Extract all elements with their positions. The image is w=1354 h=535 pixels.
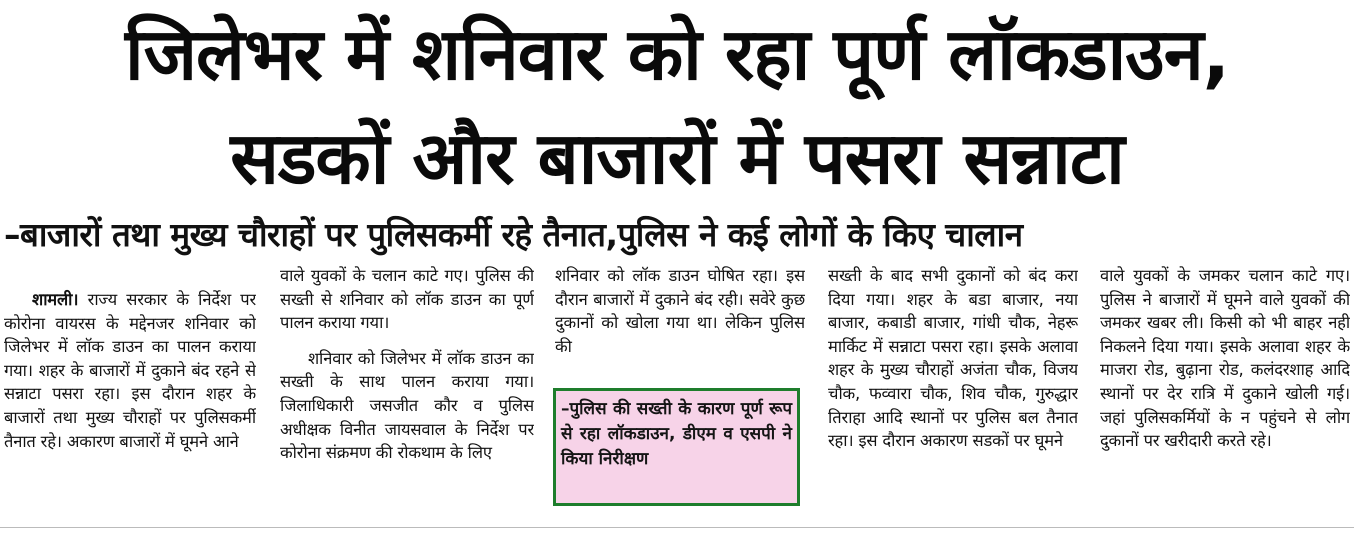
subheadline: –बाजारों तथा मुख्य चौराहों पर पुलिसकर्मी रहे तैनात,पुलिस ने कई लोगों के किए चालान xyxy=(4,215,1023,254)
column-1-text: राज्य सरकार के निर्देश पर कोरोना वायरस के मद्देनजर शनिवार को जिलेभर में लॉक डाउन का पालन कराया गया। शहर के बाजारों में दुकाने बंद रहने से सन्नाटा पसरा रहा। इस दौरान शहर के बाजारों तथा मुख्य चौराहों पर पुलिसकर्मी तैनात रहे। अकारण बाजारों में घूमने आने xyxy=(4,290,256,451)
dateline: शामली। xyxy=(32,290,79,309)
article-column-5 xyxy=(1100,264,1350,524)
headline-line-2: सडकों और बाजारों में पसरा सन्नाटा xyxy=(230,116,1124,200)
column-3-text: शनिवार को लॉक डाउन घोषित रहा। इस दौरान बाजारों में दुकाने बंद रही। सवेरे कुछ दुकानों को खोला गया था। लेकिन पुलिस की xyxy=(555,266,805,356)
column-2-paragraph-1: वाले युवकों के चलान काटे गए। पुलिस की सख्ती से शनिवार को लॉक डाउन का पूर्ण पालन कराया गया। xyxy=(280,266,534,333)
column-2-paragraph-2: शनिवार को जिलेभर में लॉक डाउन का सख्ती के साथ पालन कराया गया। जिलाधिकारी जसजीत कौर व पुलिस अधीक्षक विनीत जायसवाल के निर्देश पर कोरोना संक्रमण की रोकथाम के लिए xyxy=(280,348,534,463)
column-4-text: सख्ती के बाद सभी दुकानों को बंद करा दिया गया। शहर के बडा बाजार, नया बाजार, कबाडी बाजार, गांधी चौक, नेहरू मार्किट में सन्नाटा पसरा रहा। इसके अलावा शहर के मुख्य चौराहों अजंता चौक, विजय चौक, फव्वारा चौक, शिव चौक, गुरुद्धार तिराहा आदि स्थानों पर पुलिस बल तैनात रहा। इस दौरान अकारण सडकों पर घूमने xyxy=(828,266,1078,451)
headline-line-1: जिलेभर में शनिवार को रहा पूर्ण लॉकडाउन, xyxy=(124,12,1230,96)
article-column-4 xyxy=(828,264,1078,524)
highlight-box xyxy=(553,388,800,506)
article-column-2 xyxy=(280,264,534,524)
article-column-1 xyxy=(4,264,256,524)
highlight-box-text: –पुलिस की सख्ती के कारण पूर्ण रूप से रहा लॉकडाउन, डीएम व एसपी ने किया निरीक्षण xyxy=(561,399,792,469)
column-5-text: वाले युवकों के जमकर चलान काटे गए। पुलिस ने बाजारों में घूमने वाले युवकों की जमकर खबर ली। किसी को भी बाहर नही निकलने दिया गया। इसके अलावा शहर के माजरा रोड, बुढ़ाना रोड, कलंदरशाह आदि स्थानों पर देर रात्रि में दुकाने खोली गई। जहां पुलिसकर्मियों के न पहुंचने से लोग दुकानों पर खरीदारी करते रहे। xyxy=(1100,266,1350,451)
article-first-paragraph xyxy=(4,264,256,453)
bottom-divider xyxy=(0,527,1354,528)
